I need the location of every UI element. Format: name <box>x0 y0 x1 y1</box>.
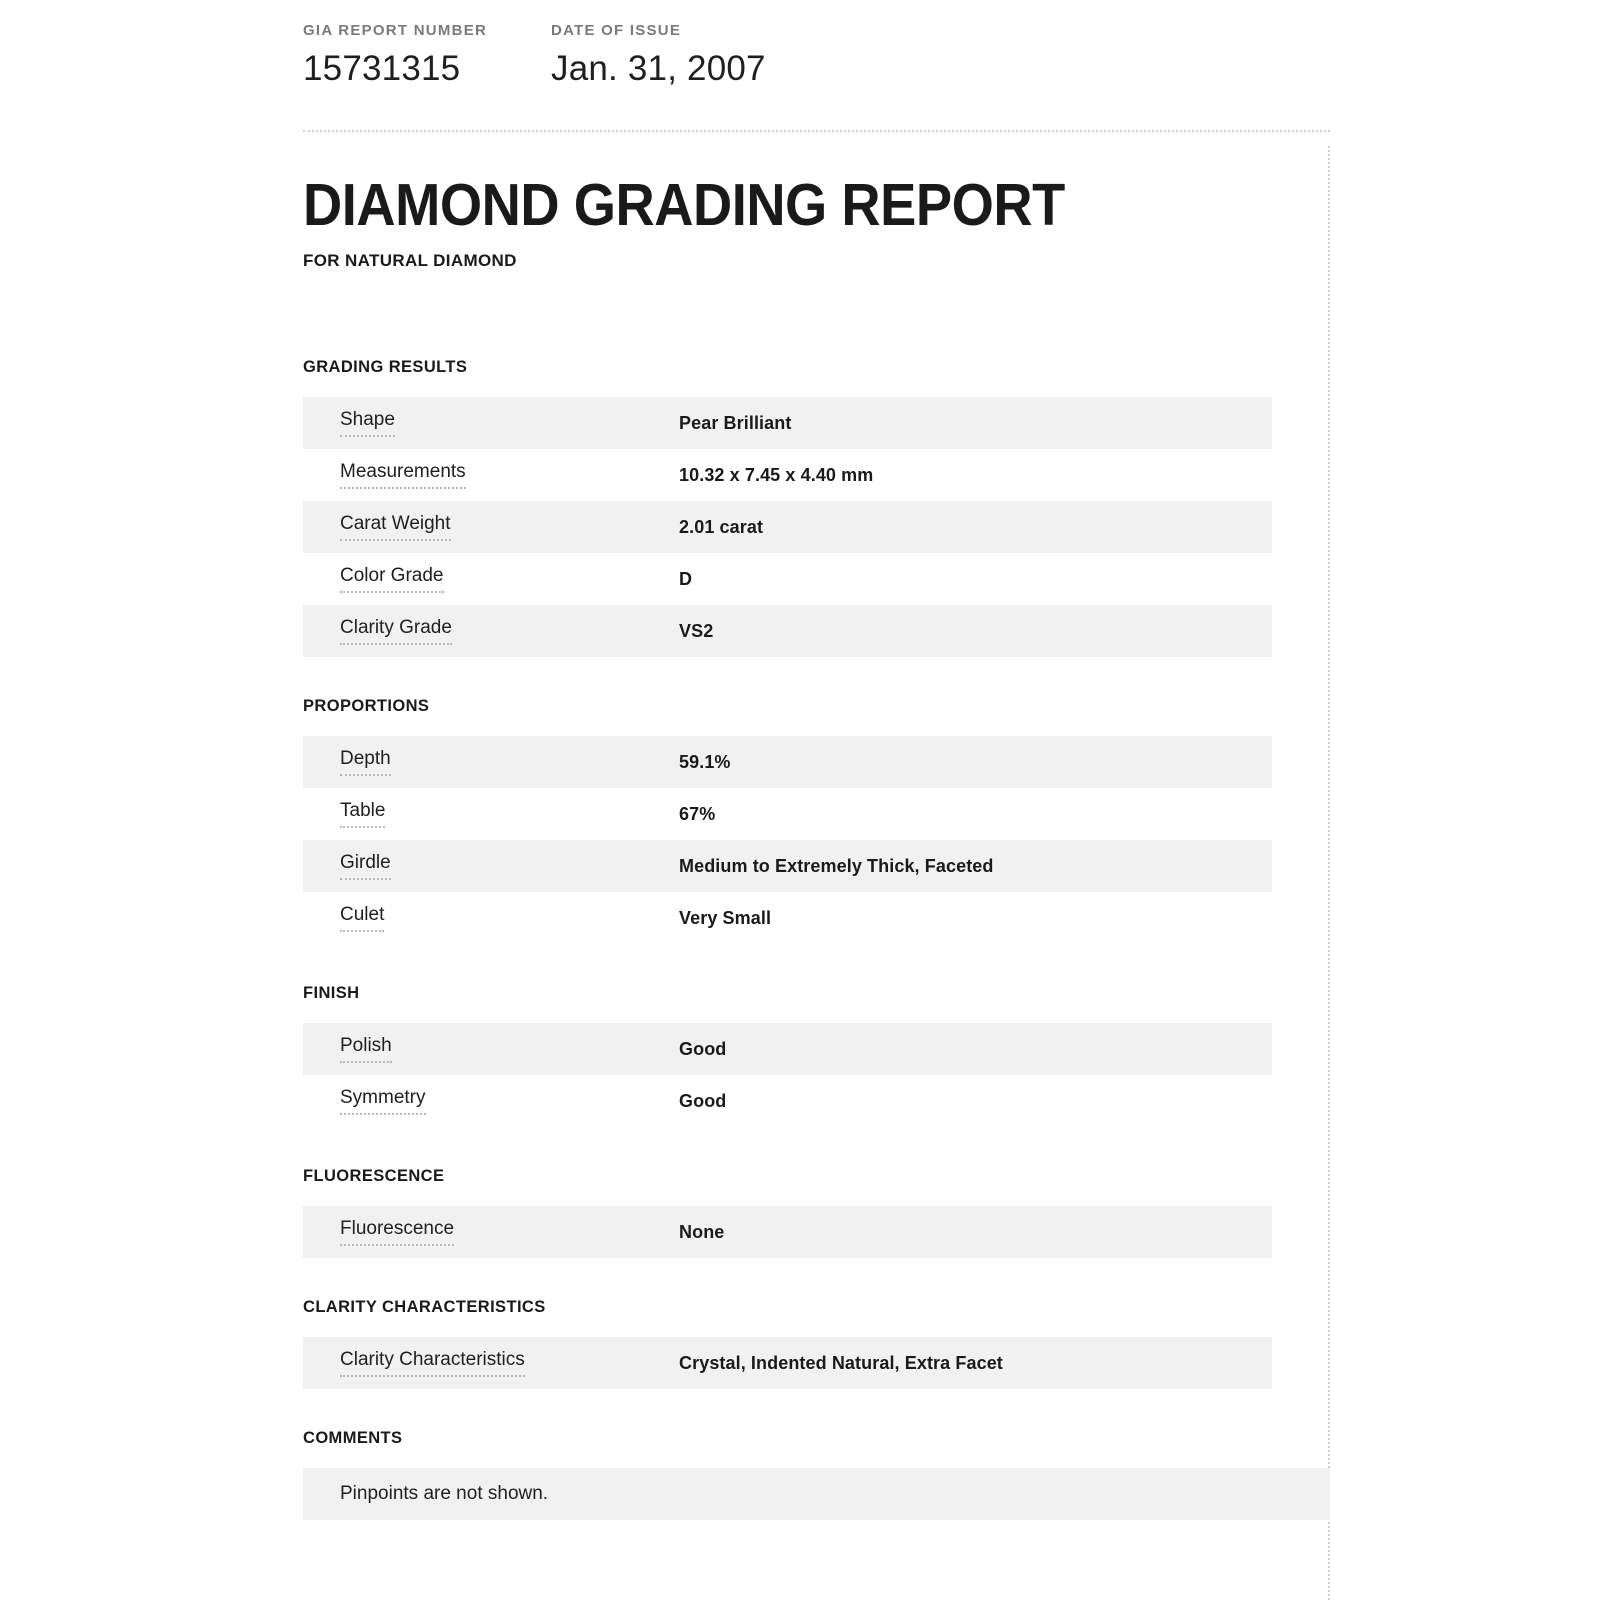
row-label[interactable]: Culet <box>340 904 384 932</box>
report-number-label: GIA REPORT NUMBER <box>303 22 488 39</box>
row-label[interactable]: Table <box>340 800 385 828</box>
row-label[interactable]: Color Grade <box>340 565 444 593</box>
row-label-cell <box>303 565 679 593</box>
page-subtitle: FOR NATURAL DIAMOND <box>303 251 517 270</box>
comments-heading: COMMENTS <box>303 1429 403 1447</box>
table-row <box>303 736 1272 788</box>
row-label-cell <box>303 904 679 932</box>
row-label-cell <box>303 409 679 437</box>
row-label-cell <box>303 800 679 828</box>
report-number-block <box>303 22 551 89</box>
section-table <box>303 736 1272 944</box>
header-divider <box>303 130 1330 132</box>
section-heading: FINISH <box>303 984 360 1002</box>
report-section <box>303 697 1330 944</box>
date-of-issue-label: DATE OF ISSUE <box>551 22 682 39</box>
report-section <box>303 358 1330 657</box>
row-label[interactable]: Shape <box>340 409 395 437</box>
date-of-issue-block <box>551 22 766 89</box>
row-value: 59.1% <box>679 751 731 772</box>
row-label[interactable]: Clarity Grade <box>340 617 452 645</box>
table-row <box>303 840 1272 892</box>
row-label-cell <box>303 1035 679 1063</box>
row-label-cell <box>303 1349 679 1377</box>
row-label[interactable]: Fluorescence <box>340 1218 454 1246</box>
section-heading: CLARITY CHARACTERISTICS <box>303 1298 546 1316</box>
row-label-cell <box>303 513 679 541</box>
row-value: 67% <box>679 803 716 824</box>
report-section <box>303 1167 1330 1258</box>
row-label[interactable]: Carat Weight <box>340 513 451 541</box>
row-label-cell <box>303 617 679 645</box>
row-label-cell <box>303 1218 679 1246</box>
row-value: VS2 <box>679 620 714 641</box>
table-row <box>303 892 1272 944</box>
comments-text: Pinpoints are not shown. <box>340 1483 549 1504</box>
section-heading: FLUORESCENCE <box>303 1167 445 1185</box>
row-value: Crystal, Indented Natural, Extra Facet <box>679 1352 1003 1373</box>
page-title: DIAMOND GRADING REPORT <box>303 172 1065 238</box>
table-row <box>303 1206 1272 1258</box>
row-value: D <box>679 568 693 589</box>
section-table <box>303 397 1272 657</box>
title-block <box>303 172 1131 271</box>
section-table <box>303 1023 1272 1127</box>
row-label-cell <box>303 461 679 489</box>
table-row <box>303 1023 1272 1075</box>
row-value: Pear Brilliant <box>679 412 792 433</box>
report-sections <box>303 358 1330 1560</box>
report-meta-header <box>303 22 766 89</box>
row-value: Very Small <box>679 907 772 928</box>
row-value: Good <box>679 1090 727 1111</box>
row-label[interactable]: Polish <box>340 1035 392 1063</box>
section-heading: GRADING RESULTS <box>303 358 468 376</box>
comments-section <box>303 1429 1330 1520</box>
table-row <box>303 788 1272 840</box>
table-row <box>303 1337 1272 1389</box>
table-row <box>303 1075 1272 1127</box>
report-section <box>303 1298 1330 1389</box>
section-table <box>303 1337 1272 1389</box>
row-value: None <box>679 1221 725 1242</box>
report-number-value: 15731315 <box>303 49 461 88</box>
row-label-cell <box>303 1087 679 1115</box>
row-label-cell <box>303 852 679 880</box>
row-label[interactable]: Symmetry <box>340 1087 426 1115</box>
table-row <box>303 553 1272 605</box>
section-table <box>303 1206 1272 1258</box>
row-value: Medium to Extremely Thick, Faceted <box>679 855 994 876</box>
row-label[interactable]: Depth <box>340 748 391 776</box>
row-label[interactable]: Girdle <box>340 852 391 880</box>
report-section <box>303 984 1330 1127</box>
comments-row <box>303 1468 1330 1520</box>
table-row <box>303 605 1272 657</box>
row-value: 10.32 x 7.45 x 4.40 mm <box>679 464 874 485</box>
table-row <box>303 397 1272 449</box>
row-label-cell <box>303 748 679 776</box>
row-value: Good <box>679 1038 727 1059</box>
table-row <box>303 449 1272 501</box>
row-value: 2.01 carat <box>679 516 764 537</box>
date-of-issue-value: Jan. 31, 2007 <box>551 49 766 88</box>
section-heading: PROPORTIONS <box>303 697 430 715</box>
row-label[interactable]: Clarity Characteristics <box>340 1349 525 1377</box>
table-row <box>303 501 1272 553</box>
row-label[interactable]: Measurements <box>340 461 466 489</box>
